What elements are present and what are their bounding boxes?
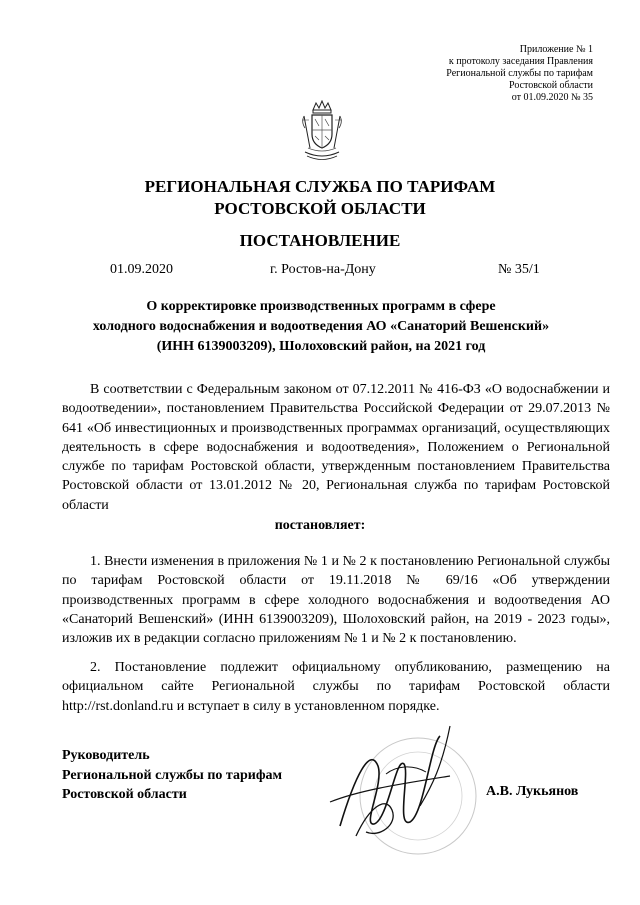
document-date: 01.09.2020 (110, 262, 173, 277)
organization-title-line: РОСТОВСКОЙ ОБЛАСТИ (214, 199, 426, 218)
signatory-position-line: Руководитель (62, 748, 150, 763)
organization-title-line: РЕГИОНАЛЬНАЯ СЛУЖБА ПО ТАРИФАМ (144, 177, 496, 196)
handwritten-signature (300, 706, 490, 866)
appendix-line: от 01.09.2020 № 35 (511, 92, 593, 103)
document-type: ПОСТАНОВЛЕНИЕ (239, 231, 401, 250)
decree-word: постановляет: (274, 518, 366, 533)
appendix-note (353, 44, 593, 104)
decree-item-1: 1. Внести изменения в приложения № 1 и № 2 к постановлению Региональной службы по тарифам Ростовской области от 19.11.2018 № 69/16 «Об утверждении производственных программ в сфере холодного водоснабжения и водоотведения АО «Санаторий Вешенский» (ИНН 6139003209), Шолоховский район, на 2019 - 2023 годы», изложив их в редакции согласно приложениям № 1 и № 2 к постановлению. (62, 554, 610, 647)
appendix-line: Приложение № 1 (519, 44, 593, 55)
appendix-line: Ростовской области (509, 80, 593, 91)
appendix-line: к протоколу заседания Правления (448, 56, 593, 67)
signatory-position-line: Ростовской области (62, 787, 187, 802)
coat-of-arms-icon (299, 100, 345, 164)
signatory-position (62, 746, 282, 805)
signatory-name: А.В. Лукьянов (486, 784, 579, 799)
organization-title (0, 176, 640, 220)
document-number: № 35/1 (498, 262, 540, 277)
signatory-position-line: Региональной службы по тарифам (62, 767, 283, 783)
subject-line: О корректировке производственных программ в сфере (146, 299, 496, 314)
appendix-line: Региональной службы по тарифам (446, 68, 593, 79)
document-city: г. Ростов-на-Дону (270, 262, 376, 277)
subject-line: холодного водоснабжения и водоотведения АО «Санаторий Вешенский» (92, 319, 550, 334)
preamble-paragraph: В соответствии с Федеральным законом от 07.12.2011 № 416-ФЗ «О водоснабжении и водоотведении», постановлением Правительства Российской Федерации от 29.07.2013 № 641 «Об инвестиционных и производственных программах организаций, осуществляющих деятельность в сфере водоснабжения и водоотведения», Положением о Региональной службе по тарифам Ростовской области, утвержденным постановлением Правительства Ростовской области от 13.01.2012 № 20, Региональная служба по тарифам Ростовской области (62, 382, 610, 513)
subject-line: (ИНН 6139003209), Шолоховский район, на 2021 год (156, 339, 486, 354)
document-subject (60, 297, 582, 357)
decree-item-2: 2. Постановление подлежит официальному опубликованию, размещению на официальном сайте Региональной службы по тарифам Ростовской области http://rst.donland.ru и вступает в силу в установленном порядке. (62, 660, 610, 714)
